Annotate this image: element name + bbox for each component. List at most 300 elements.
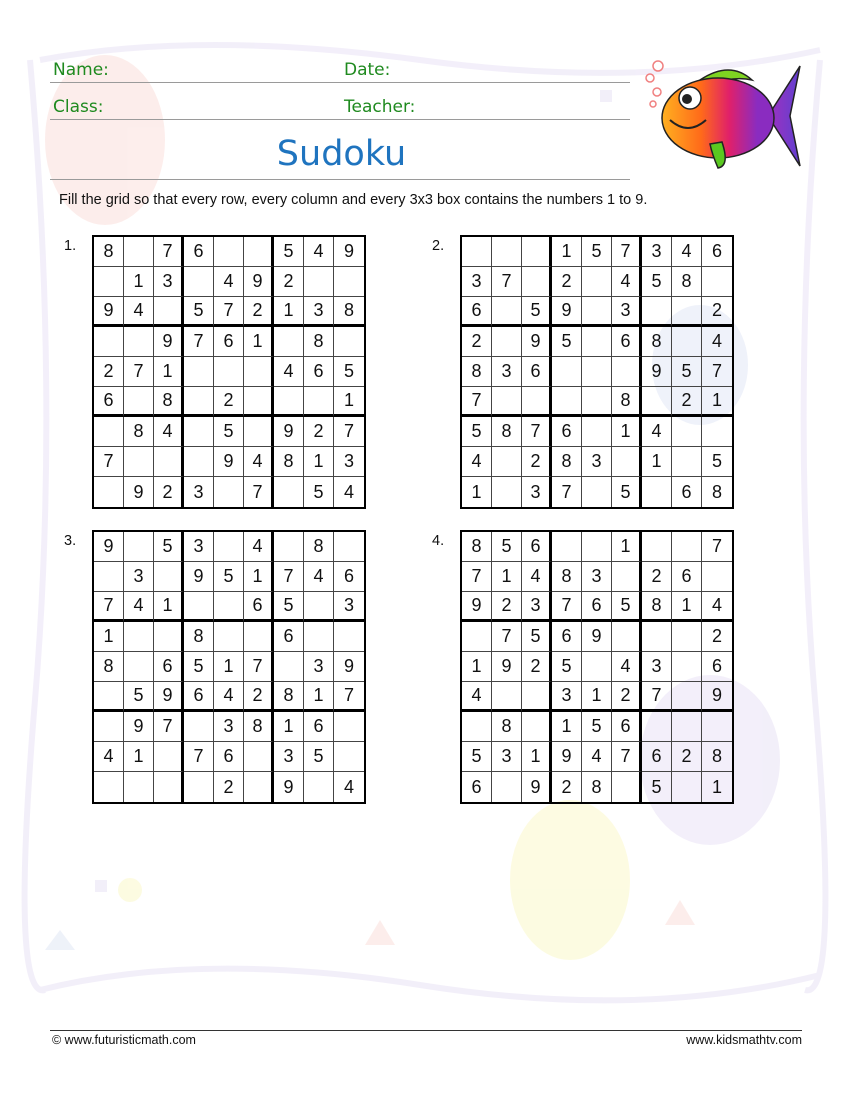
sudoku-cell[interactable] <box>702 267 732 297</box>
sudoku-cell[interactable]: 7 <box>552 592 582 622</box>
sudoku-cell[interactable]: 1 <box>94 622 124 652</box>
sudoku-cell[interactable]: 7 <box>184 327 214 357</box>
sudoku-cell[interactable]: 4 <box>274 357 304 387</box>
sudoku-cell[interactable] <box>672 622 702 652</box>
sudoku-cell[interactable]: 1 <box>304 447 334 477</box>
sudoku-cell[interactable] <box>552 387 582 417</box>
sudoku-cell[interactable]: 7 <box>552 477 582 507</box>
sudoku-cell[interactable]: 3 <box>304 652 334 682</box>
sudoku-cell[interactable]: 9 <box>214 447 244 477</box>
sudoku-cell[interactable]: 8 <box>94 237 124 267</box>
sudoku-cell[interactable] <box>244 237 274 267</box>
sudoku-cell[interactable]: 1 <box>154 592 184 622</box>
sudoku-cell[interactable]: 7 <box>244 477 274 507</box>
sudoku-cell[interactable] <box>94 417 124 447</box>
sudoku-cell[interactable] <box>94 562 124 592</box>
sudoku-cell[interactable]: 2 <box>214 772 244 802</box>
sudoku-cell[interactable]: 6 <box>552 417 582 447</box>
sudoku-cell[interactable] <box>304 592 334 622</box>
sudoku-cell[interactable]: 9 <box>552 297 582 327</box>
sudoku-cell[interactable]: 3 <box>582 447 612 477</box>
sudoku-cell[interactable]: 8 <box>492 712 522 742</box>
sudoku-cell[interactable] <box>334 742 364 772</box>
sudoku-cell[interactable] <box>94 712 124 742</box>
sudoku-cell[interactable] <box>94 477 124 507</box>
sudoku-cell[interactable]: 6 <box>642 742 672 772</box>
sudoku-cell[interactable]: 5 <box>274 592 304 622</box>
sudoku-cell[interactable]: 7 <box>702 357 732 387</box>
sudoku-cell[interactable]: 1 <box>334 387 364 417</box>
sudoku-cell[interactable]: 8 <box>462 532 492 562</box>
sudoku-cell[interactable] <box>642 477 672 507</box>
sudoku-cell[interactable]: 5 <box>612 477 642 507</box>
sudoku-cell[interactable]: 6 <box>94 387 124 417</box>
sudoku-cell[interactable]: 3 <box>522 592 552 622</box>
sudoku-cell[interactable]: 5 <box>612 592 642 622</box>
sudoku-cell[interactable] <box>184 357 214 387</box>
sudoku-cell[interactable] <box>672 772 702 802</box>
sudoku-cell[interactable]: 8 <box>124 417 154 447</box>
sudoku-cell[interactable] <box>154 742 184 772</box>
sudoku-cell[interactable]: 1 <box>552 237 582 267</box>
sudoku-cell[interactable] <box>612 357 642 387</box>
sudoku-cell[interactable]: 8 <box>612 387 642 417</box>
sudoku-cell[interactable]: 7 <box>184 742 214 772</box>
sudoku-cell[interactable]: 3 <box>642 237 672 267</box>
sudoku-cell[interactable] <box>334 327 364 357</box>
sudoku-cell[interactable]: 2 <box>274 267 304 297</box>
sudoku-cell[interactable]: 4 <box>612 652 642 682</box>
sudoku-cell[interactable]: 2 <box>304 417 334 447</box>
sudoku-cell[interactable]: 2 <box>672 387 702 417</box>
sudoku-cell[interactable]: 4 <box>462 447 492 477</box>
sudoku-cell[interactable] <box>184 772 214 802</box>
sudoku-cell[interactable]: 6 <box>672 477 702 507</box>
sudoku-cell[interactable]: 5 <box>522 622 552 652</box>
sudoku-cell[interactable]: 5 <box>154 532 184 562</box>
sudoku-cell[interactable] <box>184 267 214 297</box>
sudoku-cell[interactable]: 4 <box>124 592 154 622</box>
sudoku-cell[interactable] <box>244 387 274 417</box>
sudoku-cell[interactable]: 1 <box>711 776 722 797</box>
sudoku-cell[interactable]: 7 <box>244 652 274 682</box>
sudoku-cell[interactable]: 6 <box>274 622 304 652</box>
sudoku-cell[interactable]: 9 <box>334 237 364 267</box>
sudoku-cell[interactable]: 2 <box>244 297 274 327</box>
sudoku-cell[interactable]: 3 <box>154 267 184 297</box>
sudoku-cell[interactable]: 8 <box>94 652 124 682</box>
sudoku-cell[interactable] <box>244 772 274 802</box>
sudoku-cell[interactable]: 8 <box>642 327 672 357</box>
sudoku-cell[interactable]: 5 <box>522 297 552 327</box>
sudoku-cell[interactable] <box>582 387 612 417</box>
sudoku-cell[interactable]: 5 <box>642 267 672 297</box>
sudoku-cell[interactable]: 3 <box>492 357 522 387</box>
sudoku-cell[interactable]: 3 <box>184 477 214 507</box>
sudoku-cell[interactable] <box>304 267 334 297</box>
sudoku-cell[interactable]: 8 <box>274 447 304 477</box>
sudoku-cell[interactable] <box>582 297 612 327</box>
sudoku-cell[interactable] <box>184 417 214 447</box>
sudoku-cell[interactable]: 1 <box>612 417 642 447</box>
sudoku-cell[interactable]: 9 <box>702 682 732 712</box>
sudoku-cell[interactable] <box>642 297 672 327</box>
sudoku-cell[interactable]: 6 <box>462 297 492 327</box>
sudoku-cell[interactable]: 8 <box>552 447 582 477</box>
sudoku-cell[interactable]: 1 <box>552 712 582 742</box>
sudoku-cell[interactable]: 6 <box>214 327 244 357</box>
sudoku-cell[interactable] <box>552 532 582 562</box>
sudoku-cell[interactable]: 2 <box>154 477 184 507</box>
sudoku-cell[interactable]: 3 <box>334 592 364 622</box>
sudoku-cell[interactable]: 5 <box>304 742 334 772</box>
sudoku-cell[interactable]: 4 <box>94 742 124 772</box>
sudoku-cell[interactable] <box>244 417 274 447</box>
sudoku-cell[interactable]: 9 <box>462 592 492 622</box>
sudoku-cell[interactable] <box>214 592 244 622</box>
sudoku-cell[interactable]: 4 <box>304 562 334 592</box>
sudoku-cell[interactable] <box>642 387 672 417</box>
sudoku-cell[interactable] <box>702 712 732 742</box>
sudoku-cell[interactable]: 7 <box>492 622 522 652</box>
sudoku-cell[interactable]: 8 <box>552 562 582 592</box>
sudoku-cell[interactable] <box>492 477 522 507</box>
sudoku-cell[interactable]: 2 <box>552 772 582 802</box>
sudoku-cell[interactable]: 6 <box>214 742 244 772</box>
sudoku-cell[interactable]: 8 <box>672 267 702 297</box>
sudoku-cell[interactable] <box>612 447 642 477</box>
sudoku-cell[interactable] <box>642 532 672 562</box>
sudoku-cell[interactable] <box>214 622 244 652</box>
sudoku-cell[interactable]: 7 <box>124 357 154 387</box>
sudoku-cell[interactable]: 9 <box>492 652 522 682</box>
sudoku-cell[interactable]: 5 <box>582 712 612 742</box>
sudoku-cell[interactable]: 5 <box>274 237 304 267</box>
sudoku-cell[interactable]: 8 <box>492 417 522 447</box>
sudoku-cell[interactable]: 5 <box>492 532 522 562</box>
sudoku-cell[interactable]: 3 <box>304 297 334 327</box>
sudoku-cell[interactable]: 4 <box>582 742 612 772</box>
sudoku-cell[interactable]: 9 <box>154 327 184 357</box>
sudoku-cell[interactable]: 7 <box>642 682 672 712</box>
sudoku-cell[interactable] <box>522 237 552 267</box>
sudoku-cell[interactable]: 5 <box>334 357 364 387</box>
sudoku-cell[interactable]: 2 <box>612 682 642 712</box>
sudoku-cell[interactable]: 3 <box>184 532 214 562</box>
sudoku-cell[interactable]: 1 <box>702 387 732 417</box>
sudoku-cell[interactable] <box>492 682 522 712</box>
sudoku-cell[interactable] <box>612 562 642 592</box>
sudoku-cell[interactable]: 6 <box>304 712 334 742</box>
sudoku-cell[interactable]: 8 <box>462 357 492 387</box>
sudoku-cell[interactable] <box>184 592 214 622</box>
sudoku-cell[interactable]: 9 <box>552 742 582 772</box>
sudoku-cell[interactable] <box>274 652 304 682</box>
sudoku-cell[interactable] <box>94 327 124 357</box>
sudoku-cell[interactable] <box>522 387 552 417</box>
sudoku-cell[interactable]: 9 <box>274 772 304 802</box>
sudoku-cell[interactable] <box>672 682 702 712</box>
sudoku-cell[interactable] <box>274 477 304 507</box>
sudoku-cell[interactable] <box>124 532 154 562</box>
sudoku-cell[interactable]: 5 <box>552 327 582 357</box>
sudoku-cell[interactable]: 6 <box>612 327 642 357</box>
sudoku-cell[interactable]: 7 <box>612 742 642 772</box>
sudoku-cell[interactable] <box>492 387 522 417</box>
sudoku-cell[interactable]: 7 <box>94 447 124 477</box>
sudoku-cell[interactable]: 2 <box>214 387 244 417</box>
sudoku-cell[interactable]: 4 <box>702 592 732 622</box>
sudoku-cell[interactable]: 2 <box>94 357 124 387</box>
sudoku-cell[interactable]: 6 <box>184 237 214 267</box>
sudoku-cell[interactable] <box>582 532 612 562</box>
sudoku-cell[interactable] <box>274 327 304 357</box>
sudoku-cell[interactable] <box>462 237 492 267</box>
sudoku-cell[interactable]: 3 <box>522 477 552 507</box>
sudoku-cell[interactable]: 6 <box>462 772 492 802</box>
sudoku-cell[interactable]: 5 <box>304 477 334 507</box>
sudoku-cell[interactable]: 5 <box>184 297 214 327</box>
sudoku-cell[interactable]: 8 <box>184 622 214 652</box>
sudoku-cell[interactable]: 1 <box>492 562 522 592</box>
sudoku-cell[interactable]: 7 <box>154 712 184 742</box>
sudoku-cell[interactable]: 1 <box>274 712 304 742</box>
sudoku-cell[interactable]: 8 <box>334 297 364 327</box>
sudoku-cell[interactable]: 1 <box>612 532 642 562</box>
sudoku-cell[interactable] <box>612 772 642 802</box>
sudoku-cell[interactable] <box>582 357 612 387</box>
sudoku-cell[interactable] <box>582 417 612 447</box>
sudoku-cell[interactable] <box>124 387 154 417</box>
sudoku-cell[interactable]: 3 <box>274 742 304 772</box>
sudoku-cell[interactable] <box>154 297 184 327</box>
sudoku-cell[interactable]: 6 <box>702 237 732 267</box>
sudoku-cell[interactable]: 4 <box>214 267 244 297</box>
sudoku-cell[interactable] <box>672 297 702 327</box>
sudoku-cell[interactable] <box>124 327 154 357</box>
sudoku-cell[interactable] <box>522 682 552 712</box>
sudoku-cell[interactable]: 8 <box>274 682 304 712</box>
sudoku-cell[interactable] <box>244 622 274 652</box>
sudoku-cell[interactable] <box>672 327 702 357</box>
sudoku-cell[interactable]: 8 <box>304 327 334 357</box>
sudoku-cell[interactable]: 7 <box>94 592 124 622</box>
sudoku-cell[interactable] <box>462 622 492 652</box>
sudoku-cell[interactable]: 1 <box>244 327 274 357</box>
sudoku-cell[interactable]: 1 <box>124 742 154 772</box>
sudoku-cell[interactable]: 7 <box>612 237 642 267</box>
sudoku-cell[interactable]: 9 <box>94 532 124 562</box>
sudoku-cell[interactable] <box>334 622 364 652</box>
sudoku-cell[interactable]: 2 <box>492 592 522 622</box>
sudoku-cell[interactable]: 6 <box>522 357 552 387</box>
sudoku-cell[interactable]: 6 <box>552 622 582 652</box>
sudoku-cell[interactable]: 5 <box>124 682 154 712</box>
sudoku-cell[interactable]: 6 <box>672 562 702 592</box>
sudoku-cell[interactable]: 4 <box>642 417 672 447</box>
sudoku-cell[interactable] <box>492 237 522 267</box>
sudoku-cell[interactable] <box>94 682 124 712</box>
sudoku-cell[interactable]: 1 <box>124 267 154 297</box>
sudoku-cell[interactable]: 5 <box>582 237 612 267</box>
sudoku-cell[interactable]: 3 <box>582 562 612 592</box>
sudoku-cell[interactable] <box>582 267 612 297</box>
sudoku-cell[interactable]: 1 <box>214 652 244 682</box>
sudoku-cell[interactable]: 6 <box>612 712 642 742</box>
sudoku-cell[interactable]: 9 <box>642 357 672 387</box>
sudoku-cell[interactable] <box>94 772 124 802</box>
sudoku-cell[interactable]: 9 <box>124 712 154 742</box>
sudoku-cell[interactable] <box>672 532 702 562</box>
sudoku-cell[interactable] <box>672 447 702 477</box>
sudoku-cell[interactable]: 9 <box>94 297 124 327</box>
sudoku-cell[interactable] <box>492 327 522 357</box>
sudoku-cell[interactable] <box>124 447 154 477</box>
sudoku-cell[interactable]: 3 <box>492 742 522 772</box>
sudoku-cell[interactable]: 5 <box>552 652 582 682</box>
sudoku-cell[interactable]: 8 <box>582 772 612 802</box>
sudoku-cell[interactable]: 5 <box>462 417 492 447</box>
sudoku-cell[interactable] <box>244 357 274 387</box>
sudoku-cell[interactable] <box>154 622 184 652</box>
sudoku-cell[interactable]: 5 <box>642 772 672 802</box>
sudoku-cell[interactable]: 7 <box>492 267 522 297</box>
sudoku-cell[interactable]: 1 <box>672 592 702 622</box>
sudoku-cell[interactable]: 6 <box>154 652 184 682</box>
sudoku-cell[interactable]: 9 <box>582 622 612 652</box>
sudoku-cell[interactable]: 1 <box>304 682 334 712</box>
sudoku-cell[interactable] <box>642 712 672 742</box>
sudoku-cell[interactable]: 2 <box>702 622 732 652</box>
sudoku-cell[interactable]: 8 <box>304 532 334 562</box>
sudoku-cell[interactable]: 5 <box>702 447 732 477</box>
sudoku-cell[interactable]: 7 <box>214 297 244 327</box>
sudoku-cell[interactable]: 8 <box>702 742 732 772</box>
sudoku-cell[interactable]: 4 <box>304 237 334 267</box>
sudoku-cell[interactable]: 1 <box>462 652 492 682</box>
sudoku-cell[interactable]: 7 <box>462 387 492 417</box>
sudoku-cell[interactable] <box>492 772 522 802</box>
sudoku-cell[interactable] <box>154 772 184 802</box>
sudoku-cell[interactable]: 9 <box>184 562 214 592</box>
sudoku-cell[interactable]: 2 <box>244 682 274 712</box>
sudoku-cell[interactable] <box>492 297 522 327</box>
sudoku-cell[interactable]: 5 <box>214 417 244 447</box>
sudoku-cell[interactable]: 4 <box>214 682 244 712</box>
sudoku-cell[interactable]: 7 <box>462 562 492 592</box>
sudoku-cell[interactable] <box>184 447 214 477</box>
sudoku-cell[interactable] <box>702 417 732 447</box>
sudoku-cell[interactable]: 4 <box>672 237 702 267</box>
sudoku-cell[interactable] <box>582 327 612 357</box>
sudoku-cell[interactable] <box>462 712 492 742</box>
sudoku-cell[interactable]: 4 <box>343 776 354 797</box>
sudoku-cell[interactable]: 9 <box>522 772 552 802</box>
sudoku-cell[interactable]: 7 <box>522 417 552 447</box>
sudoku-cell[interactable]: 5 <box>462 742 492 772</box>
sudoku-cell[interactable] <box>304 772 334 802</box>
sudoku-cell[interactable] <box>154 562 184 592</box>
sudoku-cell[interactable] <box>522 712 552 742</box>
sudoku-cell[interactable]: 1 <box>154 357 184 387</box>
sudoku-cell[interactable]: 4 <box>702 327 732 357</box>
sudoku-cell[interactable]: 5 <box>214 562 244 592</box>
sudoku-cell[interactable]: 7 <box>334 682 364 712</box>
sudoku-cell[interactable]: 6 <box>334 562 364 592</box>
sudoku-cell[interactable] <box>154 447 184 477</box>
sudoku-cell[interactable]: 9 <box>334 652 364 682</box>
sudoku-cell[interactable] <box>304 387 334 417</box>
sudoku-cell[interactable]: 8 <box>711 481 722 502</box>
sudoku-cell[interactable]: 2 <box>702 297 732 327</box>
sudoku-cell[interactable]: 3 <box>552 682 582 712</box>
sudoku-cell[interactable]: 1 <box>462 477 492 507</box>
sudoku-cell[interactable] <box>582 652 612 682</box>
sudoku-cell[interactable] <box>672 712 702 742</box>
sudoku-cell[interactable]: 4 <box>612 267 642 297</box>
sudoku-cell[interactable]: 8 <box>244 712 274 742</box>
sudoku-cell[interactable] <box>94 267 124 297</box>
sudoku-cell[interactable]: 1 <box>582 682 612 712</box>
sudoku-cell[interactable] <box>612 622 642 652</box>
sudoku-cell[interactable] <box>304 622 334 652</box>
sudoku-cell[interactable] <box>702 562 732 592</box>
sudoku-cell[interactable] <box>334 712 364 742</box>
sudoku-cell[interactable]: 6 <box>582 592 612 622</box>
sudoku-cell[interactable] <box>334 267 364 297</box>
sudoku-cell[interactable] <box>492 447 522 477</box>
sudoku-cell[interactable]: 7 <box>154 237 184 267</box>
sudoku-cell[interactable]: 2 <box>462 327 492 357</box>
sudoku-cell[interactable]: 2 <box>552 267 582 297</box>
sudoku-cell[interactable] <box>214 237 244 267</box>
sudoku-cell[interactable]: 5 <box>672 357 702 387</box>
sudoku-cell[interactable] <box>214 357 244 387</box>
sudoku-cell[interactable] <box>334 532 364 562</box>
sudoku-cell[interactable]: 2 <box>642 562 672 592</box>
sudoku-cell[interactable]: 1 <box>642 447 672 477</box>
sudoku-cell[interactable] <box>274 387 304 417</box>
sudoku-cell[interactable]: 4 <box>343 481 354 502</box>
sudoku-cell[interactable]: 3 <box>124 562 154 592</box>
sudoku-cell[interactable] <box>124 652 154 682</box>
sudoku-cell[interactable] <box>184 712 214 742</box>
sudoku-cell[interactable]: 1 <box>522 742 552 772</box>
sudoku-cell[interactable] <box>184 387 214 417</box>
sudoku-cell[interactable] <box>552 357 582 387</box>
sudoku-cell[interactable]: 6 <box>304 357 334 387</box>
sudoku-cell[interactable]: 2 <box>522 447 552 477</box>
sudoku-cell[interactable]: 5 <box>184 652 214 682</box>
sudoku-cell[interactable]: 4 <box>522 562 552 592</box>
sudoku-cell[interactable] <box>672 652 702 682</box>
sudoku-cell[interactable]: 6 <box>184 682 214 712</box>
sudoku-cell[interactable]: 4 <box>244 532 274 562</box>
sudoku-cell[interactable] <box>244 742 274 772</box>
sudoku-cell[interactable]: 7 <box>334 417 364 447</box>
sudoku-cell[interactable]: 2 <box>672 742 702 772</box>
sudoku-cell[interactable]: 9 <box>124 477 154 507</box>
sudoku-cell[interactable]: 6 <box>522 532 552 562</box>
sudoku-cell[interactable] <box>642 622 672 652</box>
sudoku-cell[interactable]: 8 <box>642 592 672 622</box>
sudoku-cell[interactable]: 4 <box>124 297 154 327</box>
sudoku-cell[interactable]: 7 <box>702 532 732 562</box>
sudoku-cell[interactable]: 6 <box>244 592 274 622</box>
sudoku-cell[interactable] <box>582 477 612 507</box>
sudoku-cell[interactable]: 6 <box>702 652 732 682</box>
sudoku-cell[interactable]: 3 <box>612 297 642 327</box>
